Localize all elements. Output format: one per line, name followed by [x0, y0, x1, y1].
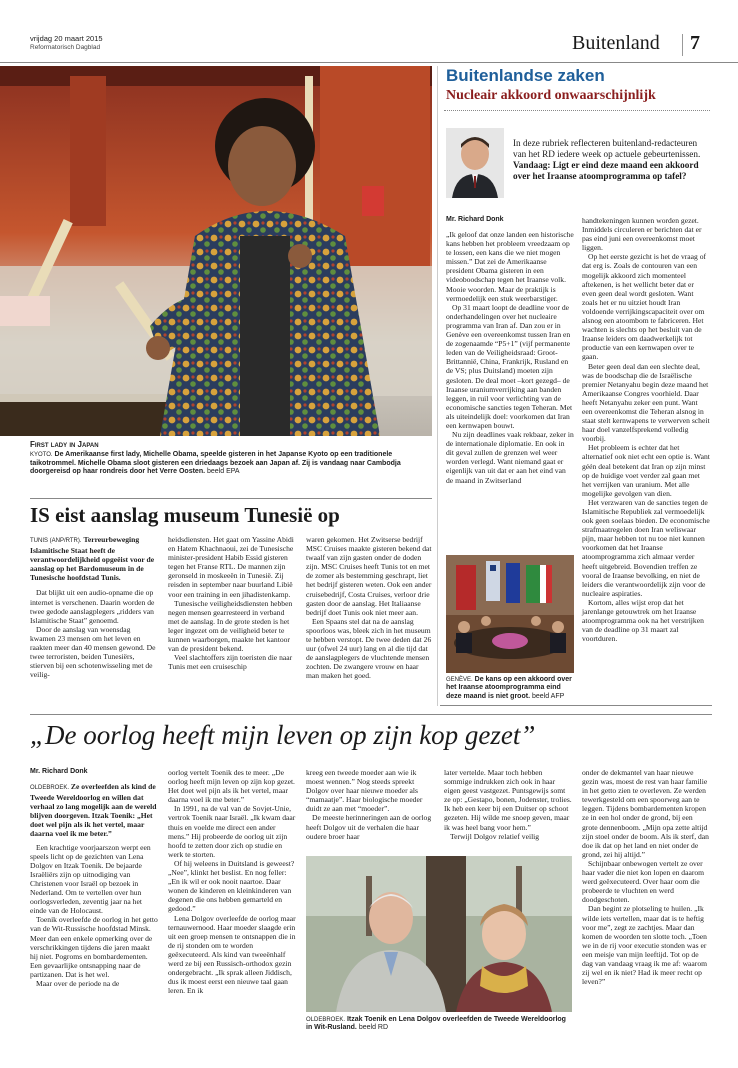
war-col5-p3: Dan begint ze plotseling te huilen. „Ik wilde iets vertellen, maar dat is te heftig voor me”, zegt ze zachtjes. Maar dan komen de woorden ten slotte toch. „Toen we in de rij voor executie stonden was er een meisje van mijn leeftijd. Tot op de dag van vandaag vraag ik me af: waarom zij wel en ik niet? Had ik meer recht op leven?”	[582, 904, 708, 987]
war-col3	[306, 768, 434, 841]
war-col5-p1: onder de dekmantel van haar nieuwe gezin was, moest de rest van haar familie in het getto zien te overleven. Ze werden tewerkgesteld om een spoorweg aan te leggen. Tijdens bombardementen kropen ze in een hol onder de grond, bij een grote dennenboom. „Mijn opa zette altijd zijn stoel onder de boom. Als ik sterf, dan doe ik dat op het land en niet onder de grond, zei hij altijd.”	[582, 768, 709, 859]
war-headline: „De oorlog heeft mijn leven op zijn kop gezet”	[30, 720, 536, 750]
lead-photo-caption	[30, 441, 430, 477]
war-col1-p3: Maar over de periode na de	[36, 978, 120, 988]
geneva-caption-loc: GENÈVE.	[446, 677, 473, 683]
war-top-rule	[30, 714, 712, 715]
is-col1	[30, 535, 158, 679]
war-photo	[306, 856, 572, 1012]
war-col2-p3: Of hij weleens in Duitsland is geweest? „Nee”, klinkt het beslist. En nog feller: „En ik wil er ook nooit naartoe. Daar wonen de kinderen en kleinkinderen van degenen die ons hebben gemarteld en gedood.”	[168, 858, 295, 914]
is-col3	[306, 535, 432, 681]
header-divider	[682, 34, 683, 56]
author-portrait	[446, 128, 504, 198]
column-bottom-rule	[440, 705, 712, 706]
column-col2-p4: Het probleem is echter dat het alternatief ook niet echt een optie is. Want géén deal betekent dat Iran op zijn minst op de huidige voet verder zal gaan met het verrijken van uranium. Met alle mogelijke gevolgen van dien.	[582, 443, 710, 498]
war-col4-p1: later vertelde. Maar toch hebben sommige indrukken zich ook in haar eigen geest vastgezet. Puntsgewijs somt ze op: „Gestapo, bonen, Jodenster, trolies. Ik heb een keer bij een Duitser op schoot gezeten. Hij wilde me snoep geven, maar ik was heel bang voor hem.”	[444, 768, 572, 832]
war-col5	[582, 768, 710, 986]
war-photo-caption-credit: beeld RD	[358, 1024, 389, 1032]
war-col1-p1: Een krachtige voorjaarszon werpt een speels licht op de gezichten van Lena Dolgov en Itzak Toenik. De bejaarde Israëliërs zijn op uitnodiging van Christenen voor Israël op bezoek in Nederland. Om te vertellen over hun oorlogsverleden, zeventig jaar na het einde van de Holocaust.	[30, 842, 151, 916]
war-photo-image	[306, 856, 572, 1012]
is-col2-p2: Tunesische veiligheidsdiensten hebben negen mensen gearresteerd in verband met de aanslag. In de grote steden is het leger ingezet om de veiligheid beter te kunnen waarborgen, maakte het kantoor van de president bekend.	[168, 598, 293, 654]
war-photo-caption-text: Itzak Toenik en Lena Dolgov overleefden de Tweede Wereldoorlog in Wit-Rusland.	[306, 1016, 566, 1032]
war-col3-p2: De meeste herinneringen aan de oorlog heeft Dolgov uit de verhalen die haar oudere broer haar	[306, 813, 432, 841]
column-intro	[513, 138, 709, 182]
column-col2-p3: Beter geen deal dan een slechte deal, was de boodschap die de Israëlische premier Netanyahu begin deze maand het Amerikaanse Congres voorhield. Daar heeft Netanyahu zeker een punt. Want een overeenkomst die Teheran alsnog in staat stelt kernwapens te verwerven scheit haar doel vanzelfsprekend volledig voorbij.	[582, 361, 710, 444]
war-col4	[444, 768, 572, 841]
war-col2	[168, 768, 296, 995]
column-col2	[582, 216, 710, 643]
column-col1	[446, 230, 574, 485]
masthead-paper: Reformatorisch Dagblad	[30, 44, 101, 51]
is-col1-p1: Dat blijkt uit een audio-opname die op internet is verschenen. Daarin worden de twee gedode aanslagplegers „ridders van Islamitische Staat” genoemd.	[30, 588, 155, 625]
is-headline: IS eist aanslag museum Tunesië op	[30, 503, 340, 527]
lead-divider	[30, 498, 432, 499]
war-col1-p2: Toenik overleefde de oorlog in het getto van de Wit-Russische hoofdstad Minsk. Meer dan een enkele opmerking over de verschrikkingen tijdens die jaren maakt hij niet. Pogroms en bombardementen. Een gevaarlijke ontsnapping naar de partizanen. Dat is het wel.	[30, 915, 158, 979]
is-col2-p3: Veel slachtoffers zijn toeristen die naar Tunis met een cruiseschip	[168, 653, 293, 672]
column-intro-plain: In deze rubriek reflecteren buitenland-redacteuren van het RD iedere week op actuele gebeurtenissen.	[513, 138, 701, 159]
column-col2-p1: handtekeningen kunnen worden gezet. Inmiddels circuleren er berichten dat er pas eind juni een overeenkomst moet liggen.	[582, 216, 702, 253]
war-col2-p4: Lena Dolgov overleefde de oorlog maar ternauwernood. Haar moeder slaagde erin uit een groep mensen te ontsnappen die in de rij stonden om te worden geëxecuteerd. Als kind van tweeënhalf werd ze bij een Russisch-orthodox gezin ondergebracht. „Ik sprak alleen Jiddisch, dus ik moest eerst een nieuwe taal gaan leren. En ik	[168, 913, 296, 996]
war-photo-caption	[306, 1016, 572, 1033]
column-intro-bold: Vandaag: Ligt er eind deze maand een akkoord over het Iraanse atoomprogramma op tafel?	[513, 160, 699, 181]
war-col5-p2: Schijnbaar onbewogen vertelt ze over haar vader die niet kon lopen en daarom werd geëxecuteerd. Over haar oom die probeerde te vluchten en werd doodgeschoten.	[582, 858, 705, 905]
is-col2-p1: heidsdiensten. Het gaat om Yassine Abidi en Hatem Khachnaoui, zei de Tunesische minister-president Habib Essid gisteren tegen het Franse RTL. De mannen zijn geronseld in moskeeën in Tunesië. Zij reisden in september naar buurland Libië voor een training in een jihadistenkamp.	[168, 535, 294, 599]
column-side-rule	[437, 66, 438, 706]
column-byline: Mr. Richard Donk	[446, 216, 504, 223]
column-title: Buitenlandse zaken	[446, 66, 605, 85]
war-byline: Mr. Richard Donk	[30, 768, 88, 775]
geneva-caption-credit: beeld AFP	[531, 692, 565, 700]
masthead-date: vrijdag 20 maart 2015	[30, 34, 103, 43]
section-title: Buitenland	[572, 32, 660, 54]
geneva-photo-image	[446, 555, 574, 673]
author-portrait-image	[446, 128, 504, 198]
lead-photo-caption-text: De Amerikaanse first lady, Michelle Obama, speelde gisteren in het Japanse Kyoto op een traditionele taikotrommel. Michelle Obama sloot gisteren een driedaags bezoek aan Japan af. Zij is vandaag naar Cambodja doorgereisd op haar rondreis door het Verre Oosten.	[30, 451, 401, 476]
lead-photo-credit: beeld EPA	[207, 468, 240, 476]
column-col1-p2: Op 31 maart loopt de deadline voor de onderhandelingen over het nucleaire programma van Iran af. Dan zou er in Genève een overeenkomst tussen Iran en de zogenaamde “P5+1” (vijf permanente leden van de Veiligheidsraad: Groot-Brittannië, China, Frankrijk, Rusland en de VS; plus Duitsland) moeten zijn gesloten. De deal moet –kort gezegd– de Iraanse uraniumverrijking aan banden leggen, in ruil voor verlichting van de economische sancties tegen Teheran. Met als uiteindelijk doel: voorkomen dat Iran een kernwapen bouwt.	[446, 302, 573, 430]
war-lead: OLDEBROEK. Ze overleefden als kind de Tweede Wereldoorlog en willen dat verhaal zo lang mogelijk aan de wereld blijven doorgeven. Itzak Toenik: „Het doet wel pijn als ik het vertel, maar daarna voel ik me beter.”	[30, 782, 157, 839]
column-col2-p5: Het verzwaren van de sancties tegen de Islamitische Republiek zal vermoedelijk ook geen soelaas bieden. De economische strafmaatregelen doen Iran weliswaar pijn, maar hebben tot nu toe niet kunnen voorkomen dat het Iraanse atoomprogramma zich almaar verder heeft uitgebreid. Bovendien treffen ze vooral de Iraanse bevolking, en niet de leiders die verantwoordelijk zijn voor de nucleaire aspiraties.	[582, 497, 710, 598]
lead-photo	[0, 66, 432, 436]
column-col1-p1: „Ik geloof dat onze landen een historische kans hebben het probleem vreedzaam op te lossen, een kans die we niet mogen missen.” Dat zei de Amerikaanse president Obama gisteren in een videoboodschap tegen het Iraanse volk. Mooie woorden. Maar de praktijk is vermoedelijk een stuk weerbarstiger.	[446, 230, 574, 303]
header-rule	[0, 62, 738, 63]
lead-photo-kicker: First lady in Japan	[30, 440, 99, 449]
lead-photo-location: KYOTO.	[30, 452, 53, 459]
column-subtitle-rule	[444, 110, 710, 111]
war-col1	[30, 782, 158, 988]
war-photo-caption-loc: OLDEBROEK.	[306, 1017, 346, 1023]
is-lead: TUNIS (ANP/RTR). Terreurbeweging Islamitische Staat heeft de verantwoordelijkheid opgeëist voor de aanslag op het Bardomuseum in de Tunesische hoofdstad Tunis.	[30, 535, 155, 583]
lead-photo-image	[0, 66, 432, 436]
war-col2-p2: In 1991, na de val van de Sovjet-Unie, vertrok Toenik naar Israël. „Ik kwam daar thuis en voelde me direct een ander mens.” Hij probeerde de oorlog uit zijn hoofd te zetten door zich op studie en werk te storten.	[168, 804, 296, 859]
column-col2-p2: Op het eerste gezicht is het de vraag of dat erg is. Zoals de contouren van een mogelijk akkoord zich momenteel aftekenen, is het wellicht beter dat er even geen deal wordt gesloten. Want zoals het er nu uitziet houdt Iran voldoende verrijkingscapaciteit over om alsnog een atoombom te fabriceren. Het wachten is slechts op het besluit van de Iraanse leiders om daadwerkelijk tot productie van een kernwapen over te gaan.	[582, 252, 707, 362]
column-col2-p6: Kortom, alles wijst erop dat het jarenlange getouwtrek om het Iraanse atoomprogramma ook na het verstrijken van de deadline op 31 maart zal voortduren.	[582, 597, 704, 644]
war-col4-p2: Terwijl Dolgov relatief veilig	[450, 831, 540, 841]
is-col3-p2: Een Spaans stel dat na de aanslag spoorloos was, bleek zich in het museum te hebben verstopt. De twee deden dat 26 uur (ofwel 24 uur) lang en al die tijd dat de aanslagplegers de vluchtende mensen zochten. De zwangere vrouw en haar man maken het goed.	[306, 616, 432, 681]
column-subtitle: Nucleair akkoord onwaarschijnlijk	[446, 88, 656, 103]
geneva-caption-text: De kans op een akkoord over het Iraanse atoomprogramma eind deze maand is niet groot.	[446, 676, 572, 700]
war-col2-p1: oorlog vertelt Toenik des te meer. „De oorlog heeft mijn leven op zijn kop gezet. Het doet wel pijn als ik het vertel, maar daarna voel ik me beter.”	[168, 768, 295, 805]
column-col1-p3: Nu zijn deadlines vaak rekbaar, zeker in de internationale diplomatie. En ook in dit geval zullen de grenzen wel weer worden verlegd. Want niemand gaat er eigenlijk van uit dat er aan het eind van de maand in Zwitserland	[446, 430, 574, 485]
is-col2	[168, 535, 296, 671]
is-col1-p2: Door de aanslag van woensdag kwamen 23 mensen om het leven en raakten meer dan 40 mensen gewond. De twee terroristen, beiden Tunesiërs, stierven bij een schotenwisseling met de veilig-	[30, 624, 156, 680]
geneva-photo	[446, 555, 574, 673]
geneva-caption	[446, 676, 574, 701]
is-col3-p1: waren gekomen. Het Zwitserse bedrijf MSC Cruises maakte gisteren bekend dat twaalf van zijn gasten onder de doden zijn. MSC Cruises heeft Tunis tot en met de zomer als bestemming geschrapt, liet het bedrijf gisteren weten. Ook een ander cruisebedrijf, Costa Cruises, verloor drie gasten door de aanslag. Het Italiaanse bedrijf doet Tunis ook niet meer aan.	[306, 535, 432, 617]
war-col3-p1: kreeg een tweede moeder aan wie ik moest wennen.” Nog steeds spreekt Dolgov over haar nieuwe moeder als “mamaatje”. Haar biologische moeder duidt ze aan met “moeder”.	[306, 768, 423, 814]
page-number: 7	[690, 32, 700, 54]
